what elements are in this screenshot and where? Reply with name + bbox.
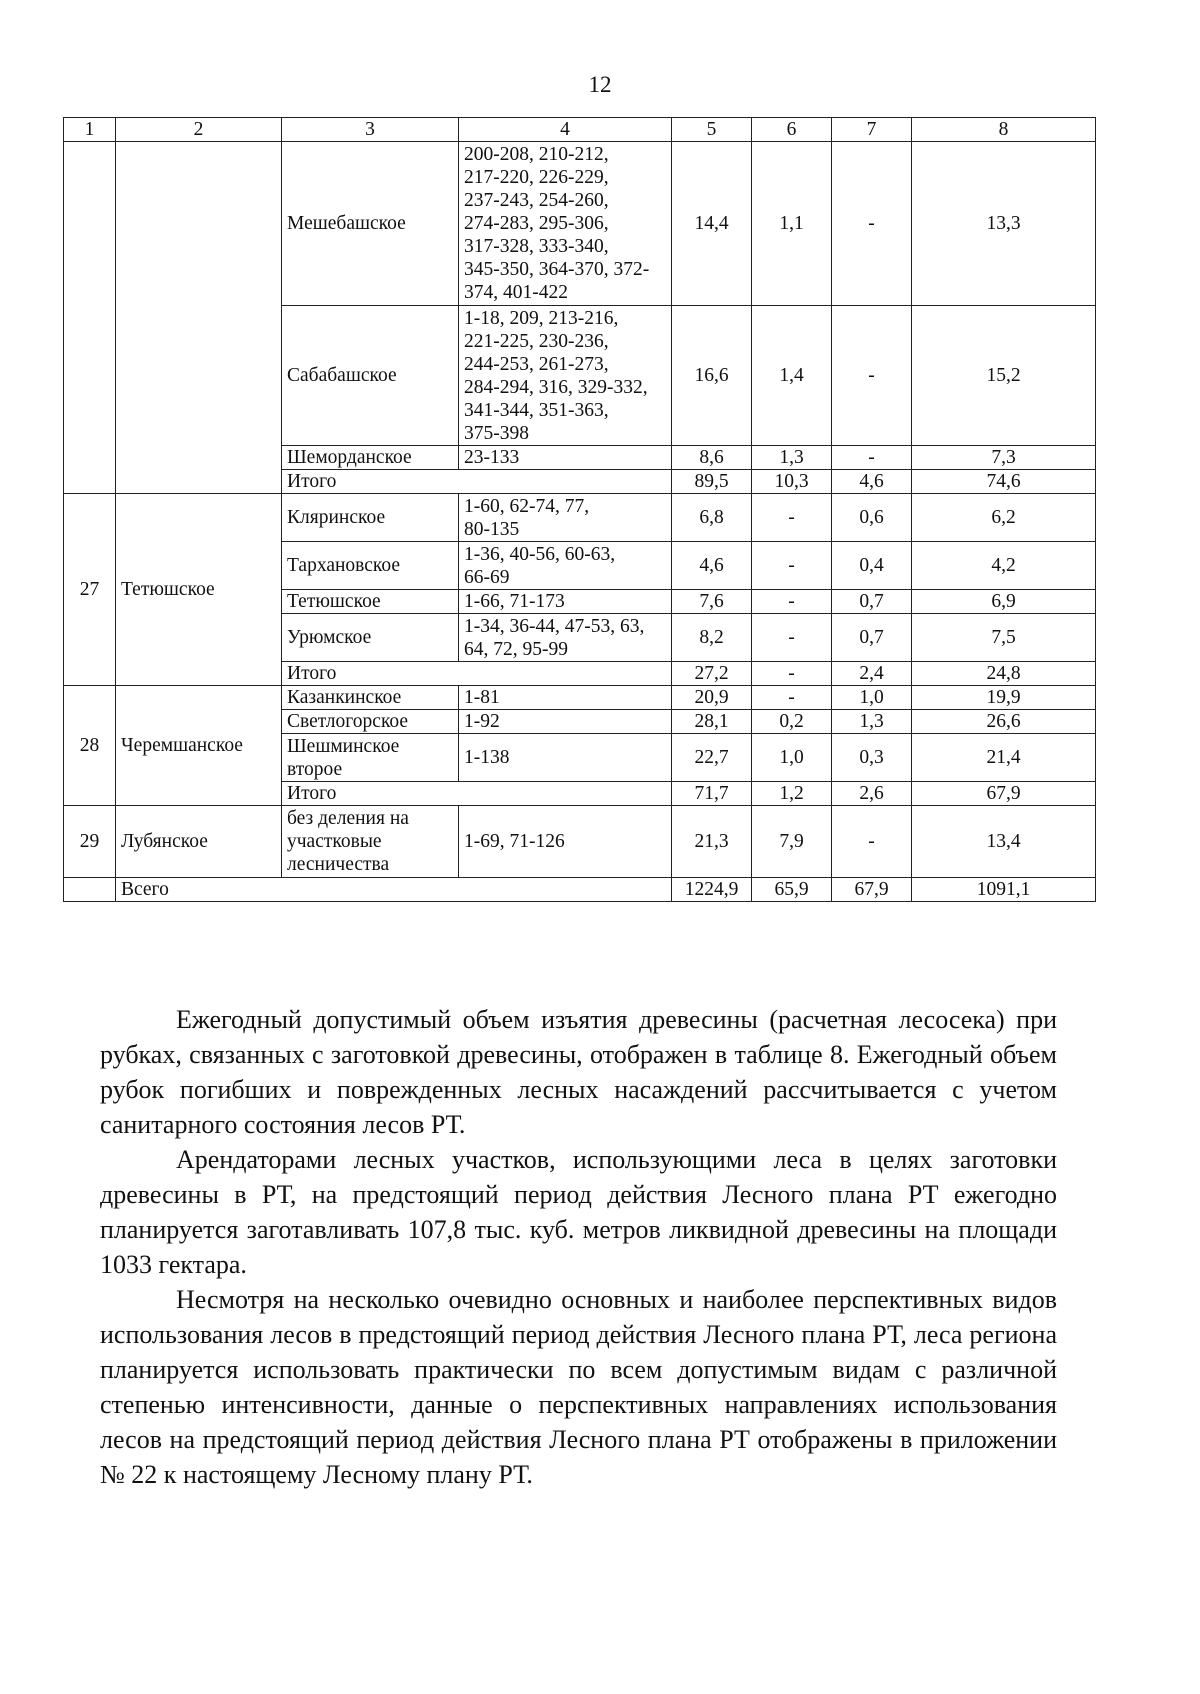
paragraph: Ежегодный допустимый объем изъятия древесины (расчетная лесосека) при рубках, связанных с заготовкой древесины, отображен в таблице 8. Ежегодный объем рубок погибших и поврежденных лесных насаждений рассчитывается с учетом санитарного состояния лесов РТ. [100, 1005, 1057, 1139]
page-number: 12 [588, 72, 612, 97]
value-cell: 28,1 [672, 710, 752, 734]
quarters-cell: 1-81 [459, 686, 672, 710]
value-cell: - [752, 494, 832, 542]
quarters-cell: 1-66, 71-173 [459, 590, 672, 614]
value-cell: 6,8 [672, 494, 752, 542]
header-cell: 7 [832, 118, 912, 142]
quarters-cell: 200-208, 210-212, 217-220, 226-229, 237-243, 254-260, 274-283, 295-306, 317-328, 333-340, 345-350, 364-370, 372- 374, 401-422 [459, 142, 672, 306]
value-cell: 27,2 [672, 662, 752, 686]
value-cell: 67,9 [832, 878, 912, 902]
quarters-cell: 1-138 [459, 734, 672, 782]
district-name: Сабабашское [282, 306, 459, 446]
value-cell: 0,6 [832, 494, 912, 542]
value-cell: 1091,1 [912, 878, 1096, 902]
value-cell: 20,9 [672, 686, 752, 710]
value-cell: 13,3 [912, 142, 1096, 306]
district-name: Светлогорское [282, 710, 459, 734]
table-row [64, 806, 1096, 878]
value-cell: 6,2 [912, 494, 1096, 542]
quarters-cell: 23-133 [459, 446, 672, 470]
value-cell: 74,6 [912, 470, 1096, 494]
value-cell: 0,2 [752, 710, 832, 734]
value-cell: 13,4 [912, 806, 1096, 878]
district-name: без деления на участковые лесничества [282, 806, 459, 878]
forestry-name-cell: Черемшанское [116, 686, 282, 806]
empty-cell [64, 878, 116, 902]
district-name: Кляринское [282, 494, 459, 542]
value-cell: 1,0 [832, 686, 912, 710]
grand-total-row [64, 878, 1096, 902]
subtotal-label: Итого [282, 662, 672, 686]
value-cell: 67,9 [912, 782, 1096, 806]
quarters-cell: 1-36, 40-56, 60-63, 66-69 [459, 542, 672, 590]
value-cell: 4,2 [912, 542, 1096, 590]
district-name: Урюмское [282, 614, 459, 662]
value-cell: 24,8 [912, 662, 1096, 686]
subtotal-label: Итого [282, 782, 672, 806]
header-cell: 1 [64, 118, 116, 142]
value-cell: 19,9 [912, 686, 1096, 710]
forest-table [63, 117, 1096, 902]
district-name: Шеморданское [282, 446, 459, 470]
value-cell: - [752, 542, 832, 590]
value-cell: - [832, 306, 912, 446]
quarters-cell: 1-69, 71-126 [459, 806, 672, 878]
forestry-name-cell: Тетюшское [116, 494, 282, 686]
value-cell: - [832, 142, 912, 306]
value-cell: 2,6 [832, 782, 912, 806]
header-cell: 4 [459, 118, 672, 142]
value-cell: 7,3 [912, 446, 1096, 470]
value-cell: 1224,9 [672, 878, 752, 902]
value-cell: 7,5 [912, 614, 1096, 662]
quarters-cell: 1-18, 209, 213-216, 221-225, 230-236, 244-253, 261-273, 284-294, 316, 329-332, 341-344, 351-363, 375-398 [459, 306, 672, 446]
district-name: Тетюшское [282, 590, 459, 614]
value-cell: 1,4 [752, 306, 832, 446]
table-row [64, 494, 1096, 542]
forestry-name-cell [116, 142, 282, 494]
value-cell: 1,2 [752, 782, 832, 806]
district-name: Мешебашское [282, 142, 459, 306]
value-cell: 10,3 [752, 470, 832, 494]
body-text [100, 1002, 1057, 1492]
table-header-row [64, 118, 1096, 142]
value-cell: 1,1 [752, 142, 832, 306]
value-cell: 1,0 [752, 734, 832, 782]
table-row [64, 686, 1096, 710]
value-cell: 0,7 [832, 590, 912, 614]
value-cell: 15,2 [912, 306, 1096, 446]
value-cell: 6,9 [912, 590, 1096, 614]
quarters-cell: 1-34, 36-44, 47-53, 63, 64, 72, 95-99 [459, 614, 672, 662]
value-cell: 65,9 [752, 878, 832, 902]
value-cell: 21,3 [672, 806, 752, 878]
value-cell: 2,4 [832, 662, 912, 686]
value-cell: - [752, 686, 832, 710]
value-cell: 0,7 [832, 614, 912, 662]
group-number-cell [64, 142, 116, 494]
value-cell: 71,7 [672, 782, 752, 806]
subtotal-label: Итого [282, 470, 672, 494]
value-cell: 89,5 [672, 470, 752, 494]
district-name: Тархановское [282, 542, 459, 590]
value-cell: 1,3 [832, 710, 912, 734]
district-name: Шешминское второе [282, 734, 459, 782]
value-cell: 21,4 [912, 734, 1096, 782]
value-cell: - [832, 806, 912, 878]
value-cell: - [832, 446, 912, 470]
group-number-cell: 28 [64, 686, 116, 806]
value-cell: 22,7 [672, 734, 752, 782]
header-cell: 2 [116, 118, 282, 142]
district-name: Казанкинское [282, 686, 459, 710]
header-cell: 5 [672, 118, 752, 142]
header-cell: 6 [752, 118, 832, 142]
value-cell: 4,6 [672, 542, 752, 590]
value-cell: 8,2 [672, 614, 752, 662]
quarters-cell: 1-60, 62-74, 77, 80-135 [459, 494, 672, 542]
value-cell: 16,6 [672, 306, 752, 446]
table-row [64, 142, 1096, 306]
value-cell: 7,9 [752, 806, 832, 878]
value-cell: 8,6 [672, 446, 752, 470]
header-cell: 8 [912, 118, 1096, 142]
value-cell: - [752, 590, 832, 614]
group-number-cell: 27 [64, 494, 116, 686]
value-cell: 7,6 [672, 590, 752, 614]
value-cell: - [752, 614, 832, 662]
grand-total-label: Всего [116, 878, 672, 902]
value-cell: - [752, 662, 832, 686]
paragraph: Арендаторами лесных участков, использующими леса в целях заготовки древесины в РТ, на предстоящий период действия Лесного плана РТ ежегодно планируется заготавливать 107,8 тыс. куб. метров ликвидной древесины на площади 1033 гектара. [100, 1145, 1057, 1279]
value-cell: 0,3 [832, 734, 912, 782]
value-cell: 0,4 [832, 542, 912, 590]
group-number-cell: 29 [64, 806, 116, 878]
value-cell: 4,6 [832, 470, 912, 494]
forestry-name-cell: Лубянское [116, 806, 282, 878]
value-cell: 26,6 [912, 710, 1096, 734]
value-cell: 1,3 [752, 446, 832, 470]
paragraph: Несмотря на несколько очевидно основных и наиболее перспективных видов использования лесов в предстоящий период действия Лесного плана РТ, леса региона планируется использовать практически по всем допустимым видам с различной степенью интенсивности, данные о перспективных направлениях использования лесов на предстоящий период действия Лесного плана РТ отображены в приложении № 22 к настоящему Лесному плану РТ. [100, 1285, 1057, 1489]
value-cell: 14,4 [672, 142, 752, 306]
header-cell: 3 [282, 118, 459, 142]
quarters-cell: 1-92 [459, 710, 672, 734]
